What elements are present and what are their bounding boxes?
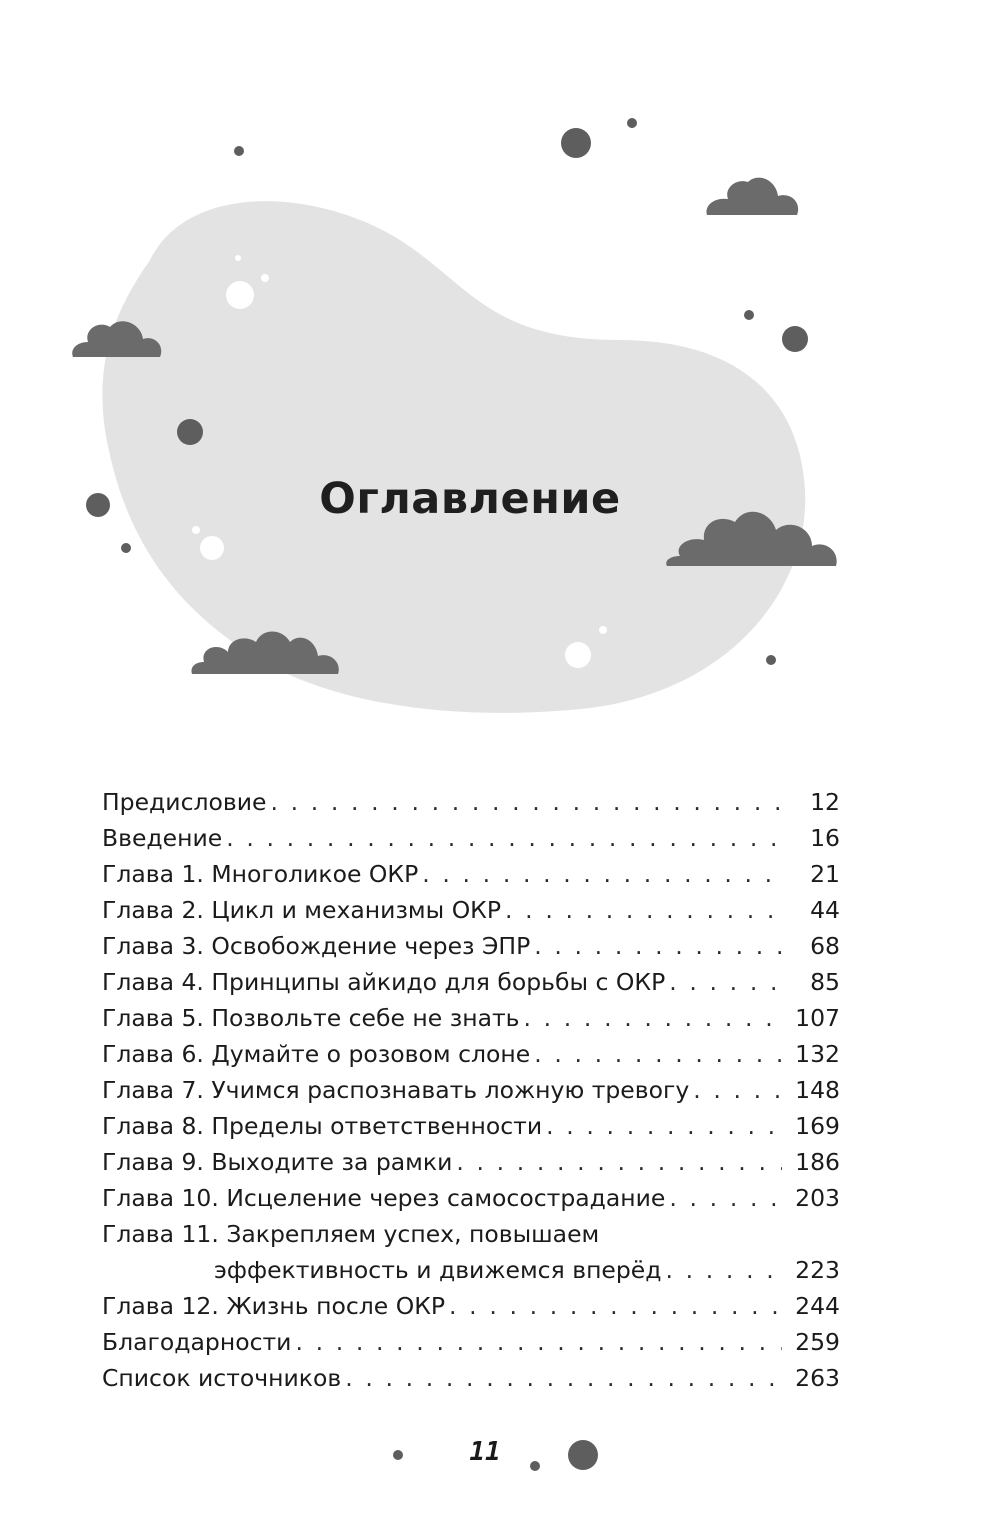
toc-entry-page: 16: [810, 824, 840, 852]
toc-entry[interactable]: [102, 1036, 840, 1072]
bubble-decoration: [261, 274, 269, 282]
toc-entry[interactable]: [102, 1216, 840, 1252]
dot-decoration: [234, 146, 244, 156]
toc-entry-label: Глава 6. Думайте о розовом слоне: [102, 1040, 531, 1068]
dot-leader: [226, 820, 782, 856]
toc-entry-page: 85: [810, 968, 840, 996]
toc-entry-label: Глава 5. Позвольте себе не знать: [102, 1004, 520, 1032]
toc-entry-label: Список источников: [102, 1364, 342, 1392]
toc-entry-label: Глава 7. Учимся распознавать ложную тревогу: [102, 1076, 690, 1104]
dot-decoration: [86, 493, 110, 517]
toc-entry-label: Глава 1. Многоликое ОКР: [102, 860, 419, 888]
toc-entry-label: Глава 3. Освобождение через ЭПР: [102, 932, 531, 960]
dot-decoration: [561, 128, 591, 158]
toc-entry-page: 44: [810, 896, 840, 924]
toc-entry[interactable]: [102, 928, 840, 964]
dot-leader: [449, 1288, 782, 1324]
toc-entry[interactable]: [102, 1288, 840, 1324]
toc-entry[interactable]: [102, 964, 840, 1000]
toc-entry[interactable]: [102, 1108, 840, 1144]
dot-decoration: [568, 1440, 598, 1470]
bubble-decoration: [192, 526, 200, 534]
bubble-decoration: [200, 536, 224, 560]
dot-decoration: [766, 655, 776, 665]
toc-entry-page: 68: [810, 932, 840, 960]
toc-entry-label: Введение: [102, 824, 223, 852]
table-of-contents: [102, 784, 840, 1396]
toc-entry[interactable]: [102, 1324, 840, 1360]
toc-entry[interactable]: [102, 892, 840, 928]
toc-entry[interactable]: [102, 1072, 840, 1108]
dot-leader: [505, 892, 782, 928]
toc-entry-page: 186: [795, 1148, 840, 1176]
toc-entry[interactable]: [102, 1360, 840, 1396]
dot-leader: [546, 1108, 782, 1144]
toc-entry-page: 259: [795, 1328, 840, 1356]
blob-shape: [102, 201, 805, 713]
toc-entry-label: Предисловие: [102, 788, 267, 816]
dot-leader: [456, 1144, 782, 1180]
bubble-decoration: [226, 281, 254, 309]
toc-entry-page: 263: [795, 1364, 840, 1392]
dot-leader: [524, 1000, 782, 1036]
toc-entry-page: 148: [795, 1076, 840, 1104]
bubble-decoration: [235, 255, 241, 261]
toc-entry-page: 244: [795, 1292, 840, 1320]
dot-decoration: [782, 326, 808, 352]
toc-entry-label: Глава 12. Жизнь после ОКР: [102, 1292, 446, 1320]
dot-leader: [693, 1072, 782, 1108]
page-title: Оглавление: [319, 474, 621, 524]
toc-entry[interactable]: [102, 784, 840, 820]
toc-entry[interactable]: [102, 820, 840, 856]
dot-decoration: [393, 1450, 403, 1460]
dot-decoration: [530, 1461, 540, 1471]
toc-entry[interactable]: [102, 1180, 840, 1216]
toc-entry-page: 132: [795, 1040, 840, 1068]
dot-decoration: [177, 419, 203, 445]
toc-entry-page: 223: [795, 1256, 840, 1284]
dot-leader: [345, 1360, 782, 1396]
dot-leader: [422, 856, 782, 892]
dot-leader: [534, 928, 782, 964]
toc-entry-label: Глава 4. Принципы айкидо для борьбы с ОКР: [102, 968, 666, 996]
toc-entry-page: 169: [795, 1112, 840, 1140]
dot-decoration: [121, 543, 131, 553]
bubble-decoration: [565, 642, 591, 668]
toc-entry-label: Глава 8. Пределы ответственности: [102, 1112, 543, 1140]
toc-entry-page: 107: [795, 1004, 840, 1032]
dot-decoration: [744, 310, 754, 320]
toc-entry[interactable]: [102, 856, 840, 892]
toc-entry-label: Благодарности: [102, 1328, 292, 1356]
dot-leader: [669, 1180, 782, 1216]
dot-leader: [270, 784, 782, 820]
dot-decoration: [627, 118, 637, 128]
bubble-decoration: [599, 626, 607, 634]
dot-leader: [295, 1324, 782, 1360]
toc-entry[interactable]: [102, 1000, 840, 1036]
toc-entry-label: Глава 10. Исцеление через самосострадание: [102, 1184, 666, 1212]
toc-entry-label: Глава 2. Цикл и механизмы ОКР: [102, 896, 502, 924]
dot-leader: [666, 1252, 782, 1288]
toc-entry[interactable]: [102, 1144, 840, 1180]
toc-entry-page: 21: [810, 860, 840, 888]
toc-entry-label: Глава 9. Выходите за рамки: [102, 1148, 453, 1176]
toc-entry-label-continued: эффективность и движемся вперёд: [214, 1256, 662, 1284]
toc-entry-label: Глава 11. Закрепляем успех, повышаем: [102, 1220, 600, 1248]
page-number: 11: [469, 1437, 501, 1467]
toc-entry-page: 12: [810, 788, 840, 816]
cloud-decoration: [706, 178, 798, 215]
dot-leader: [669, 964, 782, 1000]
toc-entry-page: 203: [795, 1184, 840, 1212]
dot-leader: [534, 1036, 782, 1072]
toc-entry-continuation[interactable]: [102, 1252, 840, 1288]
